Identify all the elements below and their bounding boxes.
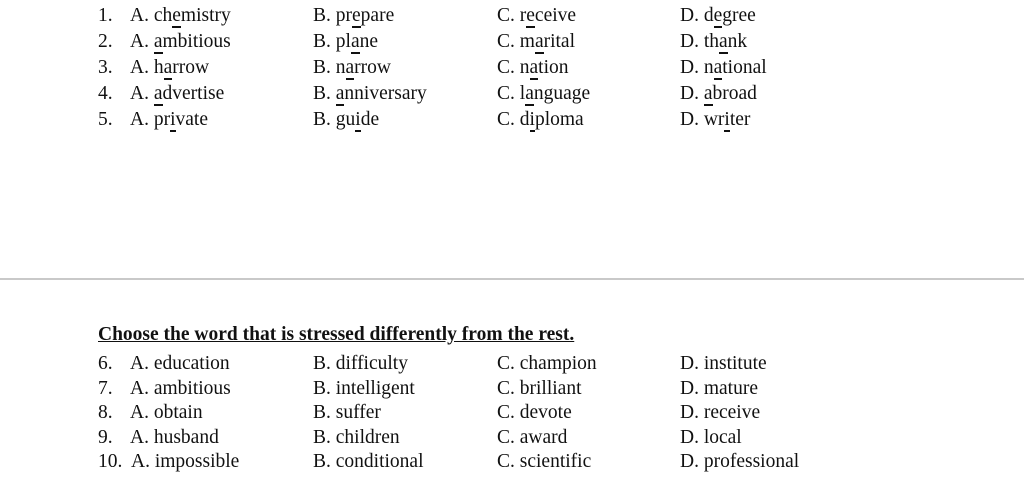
option-a: A. ambitious	[130, 377, 231, 399]
question-row	[0, 401, 1024, 426]
underlined-letter: i	[170, 109, 176, 130]
underlined-letter: a	[345, 57, 355, 78]
underlined-letter: a	[534, 31, 544, 52]
option-d: D. abroad	[680, 83, 757, 104]
question-number: 9.	[98, 426, 113, 448]
option-c: C. diploma	[497, 109, 584, 130]
option-b: B. plane	[313, 31, 378, 52]
underlined-letter: e	[713, 5, 723, 26]
option-a: A. private	[130, 109, 208, 130]
option-c: C. scientific	[497, 451, 592, 472]
question-number: 6.	[98, 353, 113, 374]
underlined-letter: e	[172, 5, 181, 26]
option-d: D. degree	[680, 5, 756, 26]
option-c: C. award	[497, 426, 568, 448]
option-b: B. prepare	[313, 5, 395, 26]
question-number: 2.	[98, 31, 113, 52]
option-a: A. advertise	[130, 83, 225, 104]
question-number: 7.	[98, 377, 113, 399]
option-b: B. anniversary	[313, 83, 427, 104]
underlined-letter: a	[713, 57, 723, 78]
option-b: B. intelligent	[313, 377, 415, 399]
option-a: A. education	[130, 353, 230, 374]
question-row	[0, 107, 1024, 133]
option-c: C. brilliant	[497, 377, 582, 399]
option-d: D. mature	[680, 377, 758, 399]
option-c: C. receive	[497, 5, 577, 26]
option-b: B. suffer	[313, 402, 381, 423]
underlined-letter: a	[153, 31, 163, 52]
underlined-letter: a	[335, 83, 345, 104]
question-row	[0, 450, 1024, 475]
underlined-letter: a	[153, 83, 163, 104]
underlined-letter: a	[703, 83, 713, 104]
option-d: D. receive	[680, 402, 761, 423]
underlined-letter: i	[724, 109, 730, 130]
option-c: C. marital	[497, 31, 575, 52]
option-c: C. nation	[497, 57, 569, 78]
option-a: A. ambitious	[130, 31, 231, 52]
question-number: 3.	[98, 57, 113, 78]
option-b: B. difficulty	[313, 353, 408, 374]
underlined-letter: e	[352, 5, 361, 26]
question-row	[0, 29, 1024, 55]
underlined-letter: i	[355, 109, 361, 130]
stress-section	[0, 352, 1024, 475]
option-d: D. writer	[680, 109, 751, 130]
question-row	[0, 426, 1024, 451]
underlined-letter: a	[163, 57, 173, 78]
section-heading: Choose the word that is stressed differently from the rest.	[98, 324, 575, 345]
pronunciation-section	[0, 3, 1024, 133]
option-a: A. chemistry	[130, 5, 231, 26]
option-d: D. national	[680, 57, 767, 78]
option-c: C. champion	[497, 353, 597, 374]
underlined-letter: a	[529, 57, 539, 78]
question-number: 10.	[98, 451, 123, 472]
option-d: D. local	[680, 426, 742, 448]
option-c: C. devote	[497, 402, 572, 423]
page-divider	[0, 278, 1024, 280]
option-c: C. language	[497, 83, 591, 104]
question-number: 4.	[98, 83, 113, 104]
question-row	[0, 55, 1024, 81]
question-number: 5.	[98, 109, 113, 130]
question-row	[0, 3, 1024, 29]
question-row	[0, 81, 1024, 107]
underlined-letter: e	[526, 5, 535, 26]
question-number: 1.	[98, 5, 113, 26]
option-a: A. obtain	[130, 402, 203, 423]
option-a: A. impossible	[131, 451, 240, 472]
option-a: A. harrow	[130, 57, 210, 78]
question-row	[0, 377, 1024, 402]
option-d: D. thank	[680, 31, 748, 52]
option-d: D. professional	[680, 451, 800, 472]
option-b: B. guide	[313, 109, 380, 130]
underlined-letter: a	[350, 31, 360, 52]
option-b: B. conditional	[313, 451, 424, 472]
option-a: A. husband	[130, 426, 219, 448]
question-number: 8.	[98, 402, 113, 423]
option-b: B. children	[313, 426, 400, 448]
question-row	[0, 352, 1024, 377]
option-d: D. institute	[680, 353, 767, 374]
underlined-letter: a	[525, 83, 534, 104]
underlined-letter: a	[719, 31, 728, 52]
underlined-letter: i	[529, 109, 535, 130]
option-b: B. narrow	[313, 57, 391, 78]
